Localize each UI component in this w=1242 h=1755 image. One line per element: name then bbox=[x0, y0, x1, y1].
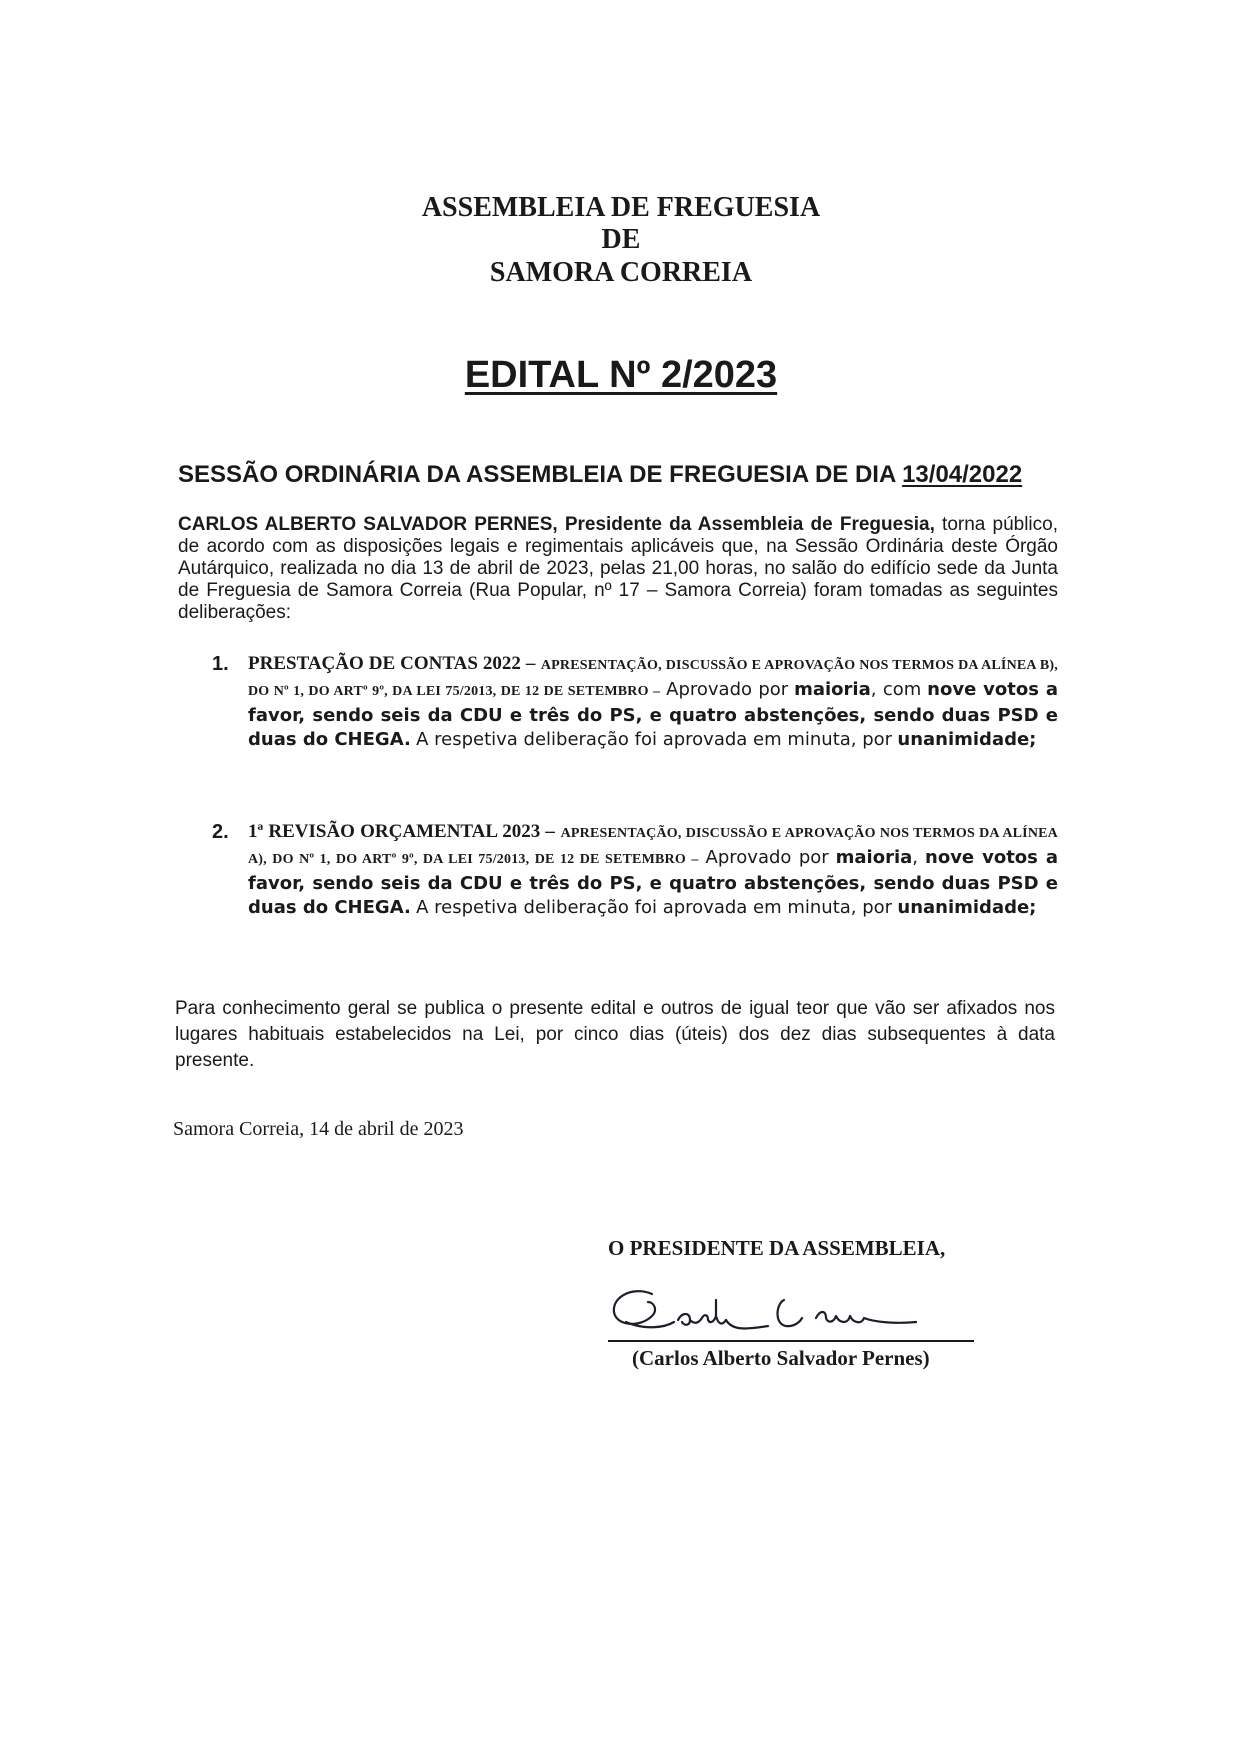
item-body bbox=[248, 652, 1058, 752]
item-vote-result: nove votos a favor, sendo seis da CDU e três do PS, e quatro abstenções, sendo duas PSD e duas do CHEGA. bbox=[248, 679, 1058, 750]
signatory-name: (Carlos Alberto Salvador Pernes) bbox=[632, 1346, 930, 1370]
deliberation-item bbox=[212, 820, 1058, 920]
session-date: 13/04/2022 bbox=[902, 461, 1023, 488]
item-lead: PRESTAÇÃO DE CONTAS 2022 – bbox=[248, 653, 536, 674]
edital-title: EDITAL Nº 2/2023 bbox=[464, 354, 778, 396]
assembly-header-line-1: ASSEMBLEIA DE FREGUESIA bbox=[421, 192, 821, 223]
item-bold-text: maioria bbox=[835, 847, 913, 868]
item-bold-text: unanimidade; bbox=[897, 897, 1037, 918]
item-text: , bbox=[912, 847, 919, 868]
deliberation-item bbox=[212, 652, 1058, 752]
assembly-header-line-3: SAMORA CORREIA bbox=[489, 257, 753, 288]
item-bold-text: unanimidade; bbox=[897, 729, 1037, 750]
signatory-title: O PRESIDENTE DA ASSEMBLEIA, bbox=[608, 1236, 946, 1260]
item-legal-reference: APRESENTAÇÃO, DISCUSSÃO E APROVAÇÃO NOS TERMOS DA ALÍNEA A), DO Nº 1, DO ARTº 9º, DA LEI 75/2013, DE 12 DE SETEMBRO – bbox=[248, 826, 1058, 867]
closing-paragraph: Para conhecimento geral se publica o presente edital e outros de igual teor que vão ser afixados nos lugares habituais estabelecidos na Lei, por cinco dias (úteis) dos dez dias subsequentes à data presente. bbox=[175, 998, 1055, 1071]
president-name: CARLOS ALBERTO SALVADOR PERNES, bbox=[178, 514, 558, 535]
intro-paragraph bbox=[178, 514, 1058, 624]
item-lead: 1ª REVISÃO ORÇAMENTAL 2023 – bbox=[248, 821, 555, 842]
item-bold-text: maioria bbox=[794, 679, 871, 700]
item-text: A respetiva deliberação foi aprovada em minuta, por bbox=[416, 897, 893, 918]
item-text: , com bbox=[870, 679, 922, 700]
item-number: 2. bbox=[212, 821, 229, 843]
signature-line bbox=[608, 1340, 974, 1342]
place-and-date: Samora Correia, 14 de abril de 2023 bbox=[173, 1118, 464, 1140]
assembly-header-line-2: DE bbox=[601, 224, 641, 255]
intro-text: torna público, de acordo com as disposições legais e regimentais aplicáveis que, na Sessão Ordinária deste Órgão Autárquico, realizada no dia 13 de abril de 2023, pelas 21,00 horas, no salão do edifício sede da Junta de Freguesia de Samora Correia (Rua Popular, nº 17 – Samora Correia) foram tomadas as seguintes deliberações: bbox=[178, 514, 1058, 623]
item-number: 1. bbox=[212, 653, 229, 675]
session-heading bbox=[178, 460, 1078, 490]
item-text: Aprovado por bbox=[666, 679, 789, 700]
item-body bbox=[248, 820, 1058, 920]
item-text: Aprovado por bbox=[705, 847, 829, 868]
item-legal-reference: APRESENTAÇÃO, DISCUSSÃO E APROVAÇÃO NOS TERMOS DA ALÍNEA B), DO Nº 1, DO ARTº 9º, DA LEI 75/2013, DE 12 DE SETEMBRO – bbox=[248, 658, 1058, 699]
session-heading-text: SESSÃO ORDINÁRIA DA ASSEMBLEIA DE FREGUESIA DE DIA bbox=[178, 461, 896, 488]
president-role: Presidente da Assembleia de Freguesia, bbox=[564, 514, 935, 535]
item-vote-result: nove votos a favor, sendo seis da CDU e três do PS, e quatro abstenções, sendo duas PSD e duas do CHEGA. bbox=[248, 847, 1058, 918]
item-text: A respetiva deliberação foi aprovada em minuta, por bbox=[416, 729, 893, 750]
handwritten-signature bbox=[604, 1272, 984, 1342]
